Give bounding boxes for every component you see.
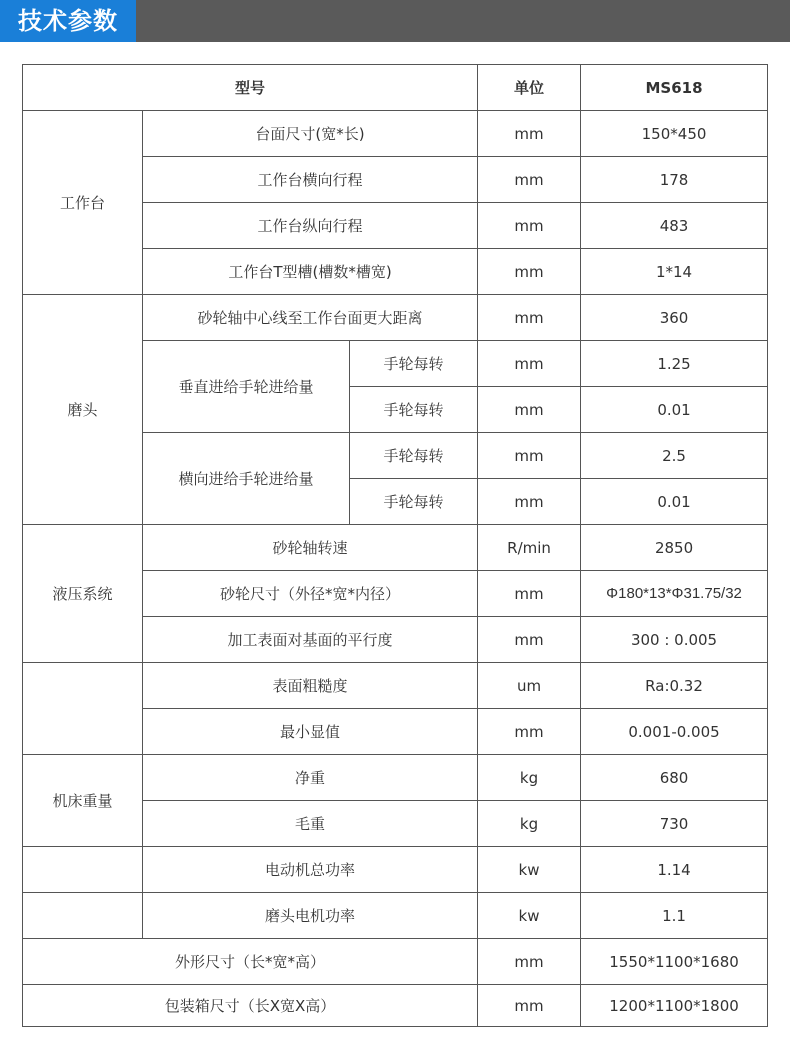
unit-cell: R/min xyxy=(478,525,581,571)
param-cell: 手轮每转 xyxy=(350,387,478,433)
group-empty xyxy=(23,847,143,893)
group-worktable: 工作台 xyxy=(23,111,143,295)
table-header-row xyxy=(23,65,768,111)
value-cell: 2.5 xyxy=(581,433,768,479)
param-cell: 手轮每转 xyxy=(350,433,478,479)
param-cell: 磨头电机功率 xyxy=(143,893,478,939)
value-cell: 1.25 xyxy=(581,341,768,387)
unit-cell: kw xyxy=(478,847,581,893)
value-cell: Ra:0.32 xyxy=(581,663,768,709)
value-cell: 1*14 xyxy=(581,249,768,295)
value-cell: 150*450 xyxy=(581,111,768,157)
subgroup-horizontal-feed: 横向进给手轮进给量 xyxy=(143,433,350,525)
value-cell: 300 : 0.005 xyxy=(581,617,768,663)
param-cell: 砂轮轴转速 xyxy=(143,525,478,571)
param-cell: 电动机总功率 xyxy=(143,847,478,893)
unit-cell: kw xyxy=(478,893,581,939)
unit-cell: um xyxy=(478,663,581,709)
table-row xyxy=(23,663,768,709)
table-row xyxy=(23,893,768,939)
group-empty xyxy=(23,893,143,939)
spec-table xyxy=(22,64,768,1027)
value-cell: 1.14 xyxy=(581,847,768,893)
value-cell: Φ180*13*Φ31.75/32 xyxy=(581,571,768,617)
table-row xyxy=(23,985,768,1027)
param-cell: 工作台横向行程 xyxy=(143,157,478,203)
section-title: 技术参数 xyxy=(0,0,136,42)
header-unit: 单位 xyxy=(478,65,581,111)
table-row xyxy=(23,295,768,341)
param-cell: 手轮每转 xyxy=(350,341,478,387)
value-cell: 178 xyxy=(581,157,768,203)
value-cell: 483 xyxy=(581,203,768,249)
table-row xyxy=(23,525,768,571)
param-cell: 工作台纵向行程 xyxy=(143,203,478,249)
unit-cell: mm xyxy=(478,479,581,525)
param-cell: 包装箱尺寸（长X宽X高） xyxy=(23,985,478,1027)
unit-cell: mm xyxy=(478,295,581,341)
value-cell: 0.001-0.005 xyxy=(581,709,768,755)
unit-cell: mm xyxy=(478,111,581,157)
unit-cell: mm xyxy=(478,985,581,1027)
param-cell: 台面尺寸(宽*长) xyxy=(143,111,478,157)
param-cell: 砂轮尺寸（外径*宽*内径） xyxy=(143,571,478,617)
group-grinding-head: 磨头 xyxy=(23,295,143,525)
unit-cell: mm xyxy=(478,939,581,985)
value-cell: 680 xyxy=(581,755,768,801)
unit-cell: mm xyxy=(478,571,581,617)
unit-cell: mm xyxy=(478,341,581,387)
header-model: 型号 xyxy=(23,65,478,111)
value-cell: 1.1 xyxy=(581,893,768,939)
value-cell: 2850 xyxy=(581,525,768,571)
unit-cell: kg xyxy=(478,755,581,801)
header-model-value: MS618 xyxy=(581,65,768,111)
table-row xyxy=(23,847,768,893)
group-hydraulic: 液压系统 xyxy=(23,525,143,663)
value-cell: 1550*1100*1680 xyxy=(581,939,768,985)
unit-cell: mm xyxy=(478,709,581,755)
unit-cell: mm xyxy=(478,433,581,479)
param-cell: 表面粗糙度 xyxy=(143,663,478,709)
param-cell: 手轮每转 xyxy=(350,479,478,525)
table-row xyxy=(23,755,768,801)
unit-cell: kg xyxy=(478,801,581,847)
value-cell: 360 xyxy=(581,295,768,341)
group-empty xyxy=(23,663,143,755)
group-machine-weight: 机床重量 xyxy=(23,755,143,847)
param-cell: 工作台T型槽(槽数*槽宽) xyxy=(143,249,478,295)
value-cell: 730 xyxy=(581,801,768,847)
param-cell: 最小显值 xyxy=(143,709,478,755)
value-cell: 0.01 xyxy=(581,479,768,525)
unit-cell: mm xyxy=(478,157,581,203)
unit-cell: mm xyxy=(478,617,581,663)
param-cell: 砂轮轴中心线至工作台面更大距离 xyxy=(143,295,478,341)
unit-cell: mm xyxy=(478,203,581,249)
unit-cell: mm xyxy=(478,387,581,433)
subgroup-vertical-feed: 垂直进给手轮进给量 xyxy=(143,341,350,433)
value-cell: 1200*1100*1800 xyxy=(581,985,768,1027)
param-cell: 净重 xyxy=(143,755,478,801)
table-row xyxy=(23,111,768,157)
param-cell: 毛重 xyxy=(143,801,478,847)
value-cell: 0.01 xyxy=(581,387,768,433)
param-cell: 加工表面对基面的平行度 xyxy=(143,617,478,663)
table-row xyxy=(23,939,768,985)
unit-cell: mm xyxy=(478,249,581,295)
param-cell: 外形尺寸（长*宽*高） xyxy=(23,939,478,985)
